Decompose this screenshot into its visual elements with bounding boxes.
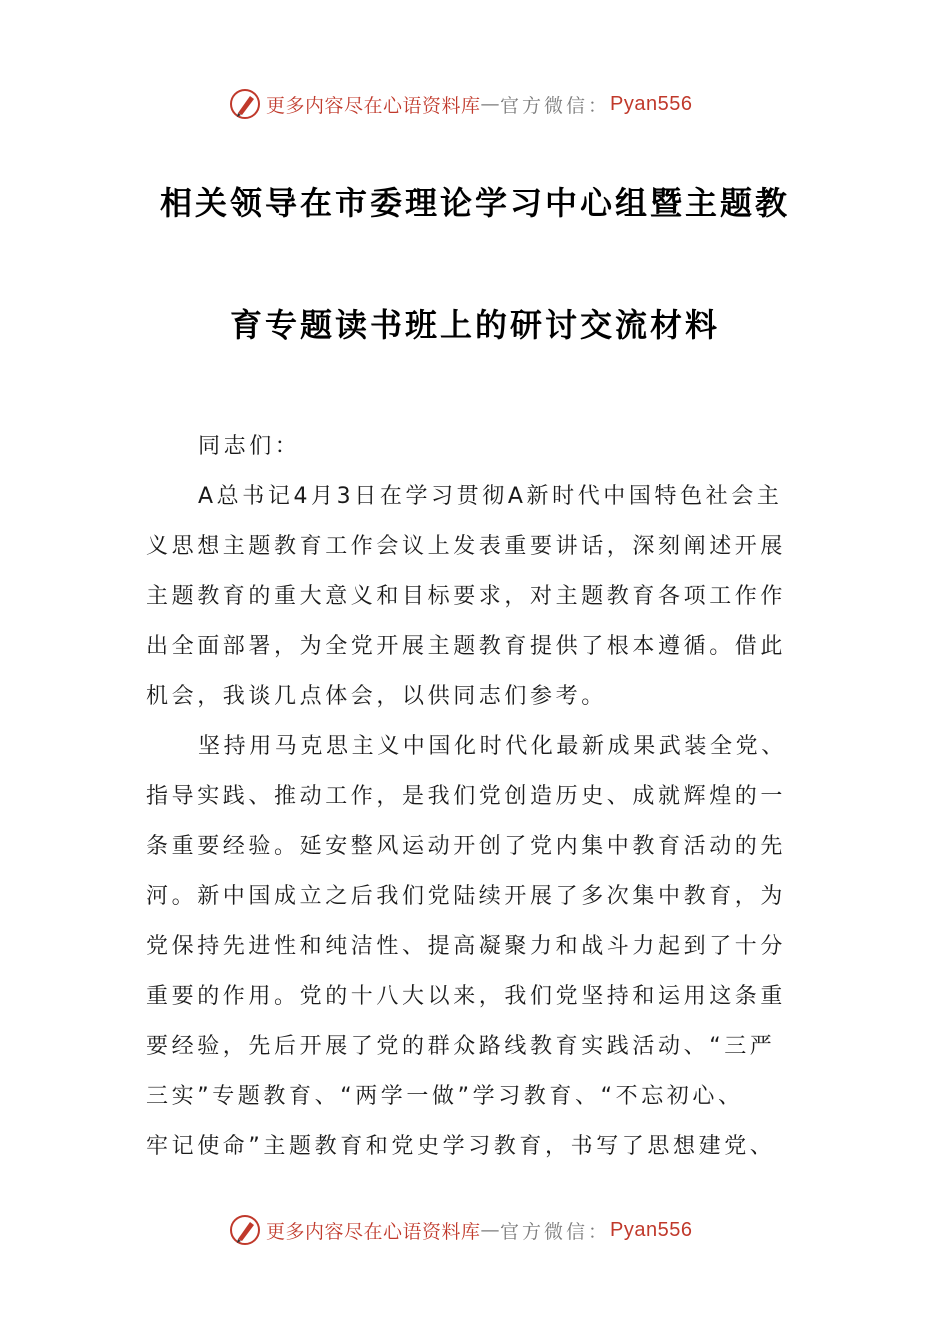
paragraph-line: 重要的作用。党的十八大以来，我们党坚持和运用这条重 bbox=[146, 984, 787, 1009]
banner-wechat-label: 官方微信： bbox=[500, 94, 611, 117]
footer-banner-content bbox=[228, 1210, 693, 1250]
paragraph-line: 党保持先进性和纯洁性、提高凝聚力和战斗力起到了十分 bbox=[146, 934, 787, 959]
paragraph-line: 主题教育的重大意义和目标要求，对主题教育各项工作作 bbox=[146, 584, 787, 609]
pen-logo-icon bbox=[228, 87, 262, 121]
document-body bbox=[146, 422, 808, 1172]
paragraph-line: 三实”专题教育、“两学一做”学习教育、“不忘初心、 bbox=[146, 1084, 744, 1109]
paragraph-line: 出全面部署，为全党开展主题教育提供了根本遵循。借此 bbox=[146, 634, 787, 659]
header-banner-content bbox=[228, 84, 693, 124]
paragraph-line: A总书记4月3日在学习贯彻A新时代中国特色社会主 bbox=[198, 484, 783, 509]
banner-separator: — bbox=[480, 93, 501, 115]
paragraph-1 bbox=[146, 472, 808, 722]
paragraph-line: 指导实践、推动工作，是我们党创造历史、成就辉煌的一 bbox=[146, 784, 787, 809]
paragraph-line: 机会，我谈几点体会，以供同志们参考。 bbox=[146, 684, 607, 709]
banner-wechat-id: Pyan556 bbox=[610, 1218, 693, 1241]
banner-wechat-label: 官方微信： bbox=[500, 1220, 611, 1243]
greeting: 同志们： bbox=[198, 434, 301, 459]
paragraph-line: 要经验，先后开展了党的群众路线教育实践活动、“三严 bbox=[146, 1034, 776, 1059]
document-title-line-1: 相关领导在市委理论学习中心组暨主题教 bbox=[159, 184, 790, 222]
header-banner bbox=[0, 84, 950, 124]
banner-slogan: 更多内容尽在心语资料库 bbox=[266, 94, 481, 117]
banner-separator: — bbox=[480, 1219, 501, 1241]
pen-logo-icon bbox=[228, 1213, 262, 1247]
paragraph-line: 坚持用马克思主义中国化时代化最新成果武装全党、 bbox=[198, 734, 787, 759]
banner-wechat-id: Pyan556 bbox=[610, 92, 693, 115]
footer-banner bbox=[0, 1210, 950, 1250]
paragraph-line: 义思想主题教育工作会议上发表重要讲话，深刻阐述开展 bbox=[146, 534, 787, 559]
paragraph-line: 河。新中国成立之后我们党陆续开展了多次集中教育，为 bbox=[146, 884, 787, 909]
banner-slogan: 更多内容尽在心语资料库 bbox=[266, 1220, 481, 1243]
paragraph-line: 条重要经验。延安整风运动开创了党内集中教育活动的先 bbox=[146, 834, 787, 859]
paragraph-2 bbox=[146, 722, 808, 1172]
paragraph-line: 牢记使命”主题教育和党史学习教育，书写了思想建党、 bbox=[146, 1134, 776, 1159]
document-title-line-2: 育专题读书班上的研讨交流材料 bbox=[229, 306, 720, 344]
